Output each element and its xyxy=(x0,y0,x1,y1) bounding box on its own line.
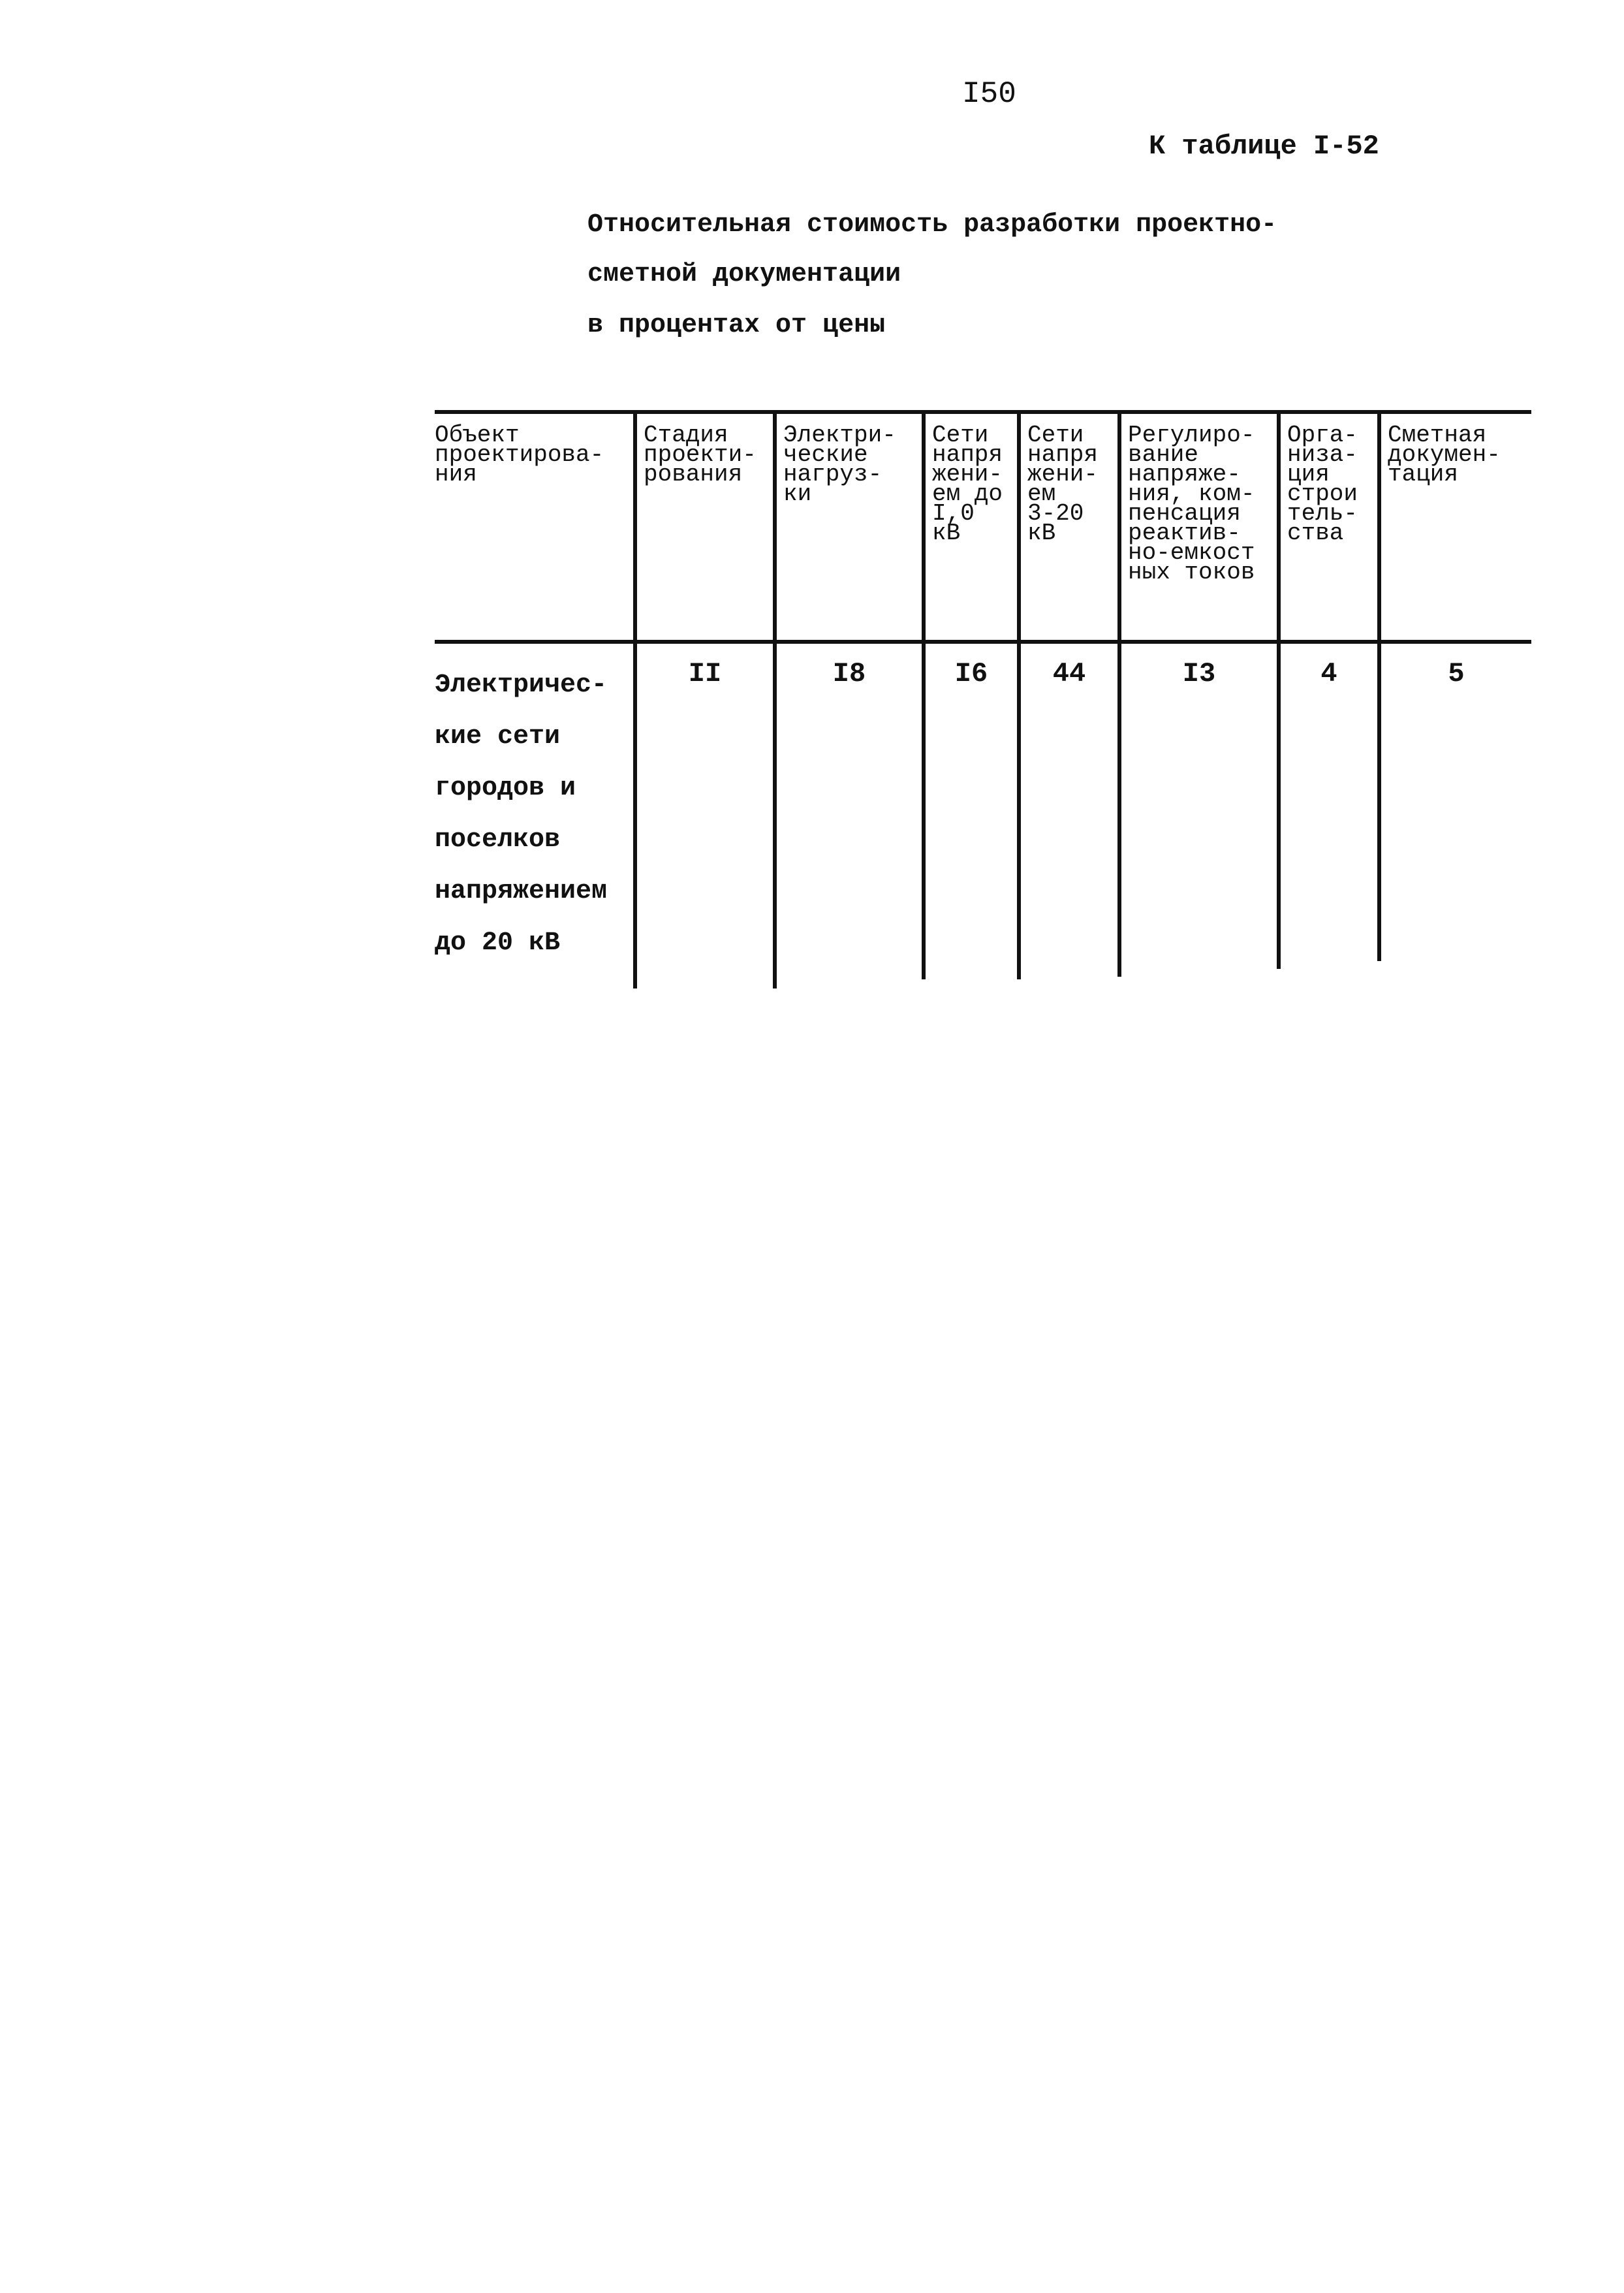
value-voltage-regulation: I3 xyxy=(1182,658,1216,689)
column-divider xyxy=(633,414,637,988)
value-electrical-loads: I8 xyxy=(832,658,866,689)
value-networks-1kv: I6 xyxy=(954,658,988,689)
row-label-line: Электричес- xyxy=(435,671,608,700)
header-networks-3-20kv: Сети напря жени- ем 3-20 кВ xyxy=(1027,422,1099,546)
value-estimate-documentation: 5 xyxy=(1448,658,1465,689)
title-line-2: сметной документации xyxy=(587,260,901,289)
row-label-line: городов и xyxy=(435,774,576,803)
header-bottom-rule xyxy=(435,640,1531,644)
column-divider xyxy=(1017,414,1021,979)
row-label-line: до 20 кВ xyxy=(435,928,561,958)
value-networks-3-20kv: 44 xyxy=(1052,658,1086,689)
table-reference: К таблице I-52 xyxy=(1149,131,1379,162)
column-divider xyxy=(922,414,926,979)
value-construction-organization: 4 xyxy=(1320,658,1337,689)
row-label-line: кие сети xyxy=(435,722,561,751)
row-label-line: поселков xyxy=(435,825,561,855)
header-networks-1kv: Сети напря жени- ем до I,0 кВ xyxy=(932,422,1003,546)
column-divider xyxy=(773,414,777,988)
column-divider xyxy=(1277,414,1281,969)
row-label-line: напряжением xyxy=(435,877,608,906)
header-electrical-loads: Электри- ческие нагруз- ки xyxy=(783,422,896,507)
title-line-3: в процентах от цены xyxy=(587,311,886,340)
row-label xyxy=(435,659,607,969)
title-line-1: Относительная стоимость разработки проектно- xyxy=(587,210,1277,240)
header-stage: Стадия проекти- рования xyxy=(644,422,757,488)
page-number: I50 xyxy=(962,77,1016,111)
table-top-rule xyxy=(435,410,1531,414)
value-stage: II xyxy=(688,658,722,689)
header-object: Объект проектирова- ния xyxy=(435,422,604,488)
header-estimate-documentation: Сметная докумен- тация xyxy=(1388,422,1501,488)
header-voltage-regulation: Регулиро- вание напряже- ния, ком- пенсация реактив- но-емкост ных токов xyxy=(1128,422,1255,586)
column-divider xyxy=(1117,414,1121,977)
header-construction-organization: Орга- низа- ция строи тель- ства xyxy=(1287,422,1358,546)
